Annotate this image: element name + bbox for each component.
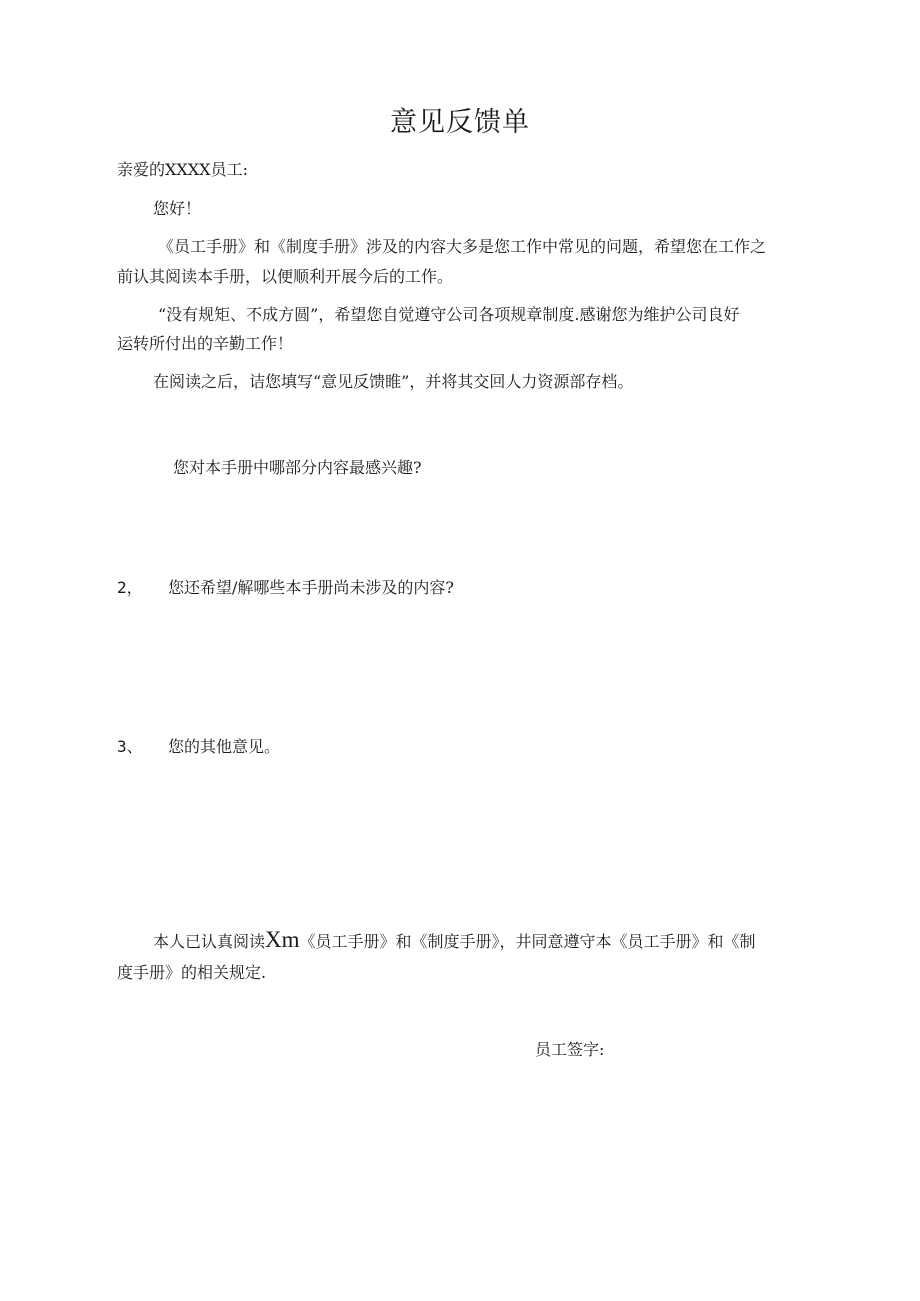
question-3-number: 3、 (117, 737, 143, 756)
acknowledgement-line-1-rest: 《员工手册》和《制度手册》，井同意遵守本《员工手册》和《制 (299, 932, 756, 951)
signature-label: 员工签字: (535, 1040, 605, 1059)
acknowledgement-line-1 (153, 924, 833, 958)
acknowledgement-xm: Xm (265, 927, 300, 952)
acknowledgement-prefix: 本人已认真阅读 (153, 932, 266, 951)
instruction-paragraph: 在阅读之后，诘您填写“意见反馈睢”，并将其交回人力资源部存档。 (153, 372, 634, 391)
intro-paragraph-line-2: 前认其阅读本手册，以便顺利开展今后的工作。 (117, 267, 454, 286)
rules-paragraph-line-2: 运转所付出的辛勤工作！ (117, 334, 294, 353)
greeting: 亲爱的XXXX员工: (117, 160, 248, 179)
question-2-number: 2， (117, 578, 143, 597)
question-2-text: 您还希望/解哪些本手册尚未涉及的内容? (168, 578, 454, 597)
intro-paragraph-line-1: 《员工手册》和《制度手册》涉及的内容大多是您工作中常见的问题，希望您在工作之 (158, 237, 767, 256)
hello-text: 您好！ (153, 199, 202, 218)
question-3-text: 您的其他意见。 (168, 737, 281, 756)
rules-paragraph-line-1: “没有规矩、不成方圆”，希望您自觉遵守公司各项规章制度.感谢您为维护公司良好 (158, 305, 740, 324)
question-1-text: 您对本手册中哪部分内容最感兴趣? (173, 458, 422, 477)
page-title: 意见反馈单 (390, 107, 530, 138)
acknowledgement-line-2: 度手册》的相关规定. (117, 963, 267, 982)
